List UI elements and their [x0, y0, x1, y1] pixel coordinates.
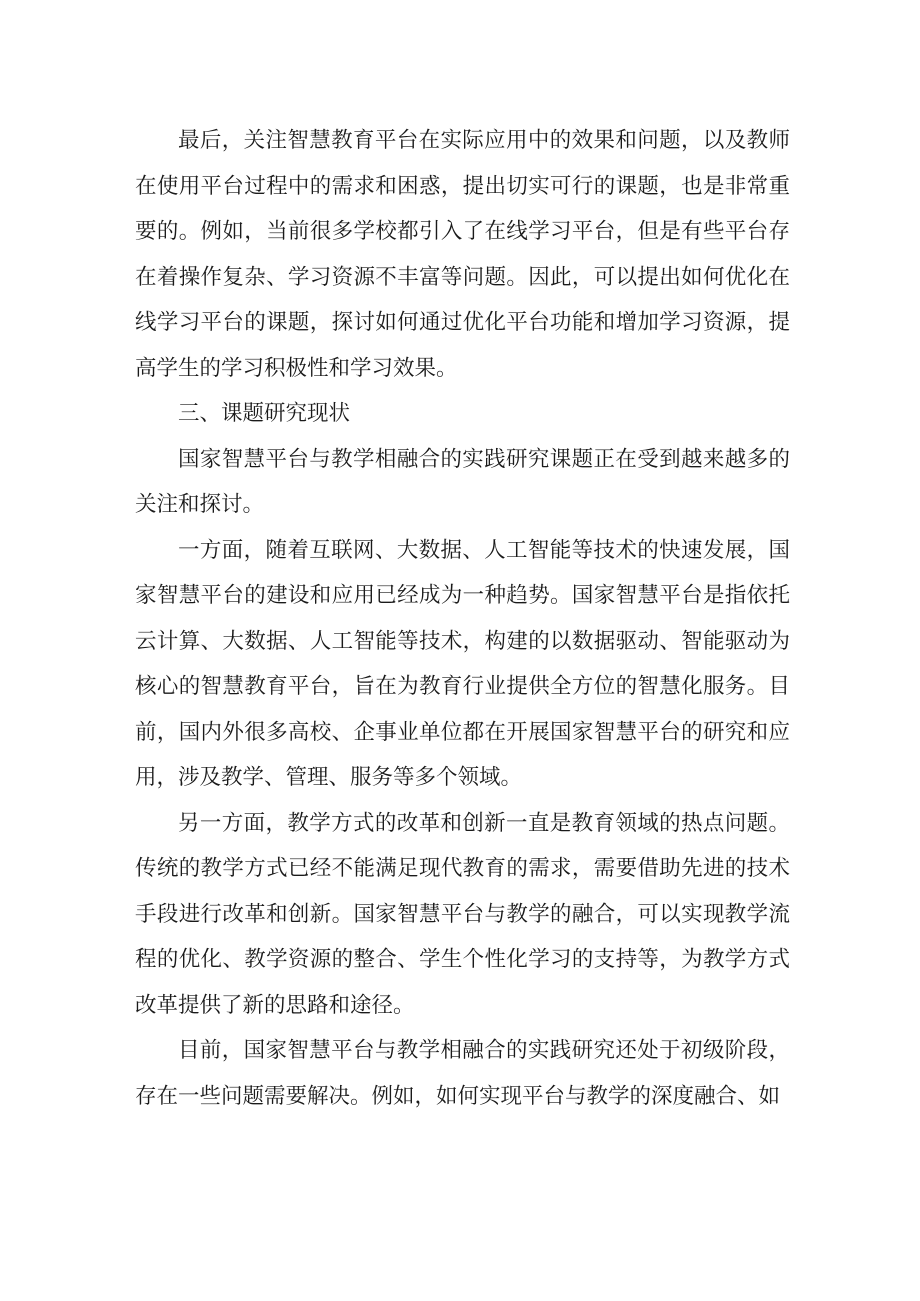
paragraph-current-stage: 目前，国家智慧平台与教学相融合的实践研究还处于初级阶段，存在一些问题需要解决。例如，如何实现平台与教学的深度融合、如 — [135, 1038, 790, 1109]
paragraph-research-attention: 国家智慧平台与教学相融合的实践研究课题正在受到越来越多的关注和探讨。 — [135, 446, 790, 517]
document-body — [135, 118, 790, 1119]
paragraph-teaching-reform: 另一方面，教学方式的改革和创新一直是教育领域的热点问题。传统的教学方式已经不能满足现代教育的需求，需要借助先进的技术手段进行改革和创新。国家智慧平台与教学的融合，可以实现教学流程的优化、教学资源的整合、学生个性化学习的支持等，为教学方式改革提供了新的思路和途径。 — [135, 810, 790, 1018]
section-heading-research-status: 三、课题研究现状 — [178, 401, 351, 426]
paragraph-technology-trend: 一方面，随着互联网、大数据、人工智能等技术的快速发展，国家智慧平台的建设和应用已经成为一种趋势。国家智慧平台是指依托云计算、大数据、人工智能等技术，构建的以数据驱动、智能驱动为核心的智慧教育平台，旨在为教育行业提供全方位的智慧化服务。目前，国内外很多高校、企事业单位都在开展国家智慧平台的研究和应用，涉及教学、管理、服务等多个领域。 — [135, 537, 790, 790]
paragraph-smart-platform-issues: 最后，关注智慧教育平台在实际应用中的效果和问题，以及教师在使用平台过程中的需求和困惑，提出切实可行的课题，也是非常重要的。例如，当前很多学校都引入了在线学习平台，但是有些平台存在着操作复杂、学习资源不丰富等问题。因此，可以提出如何优化在线学习平台的课题，探讨如何通过优化平台功能和增加学习资源，提高学生的学习积极性和学习效果。 — [135, 128, 790, 381]
